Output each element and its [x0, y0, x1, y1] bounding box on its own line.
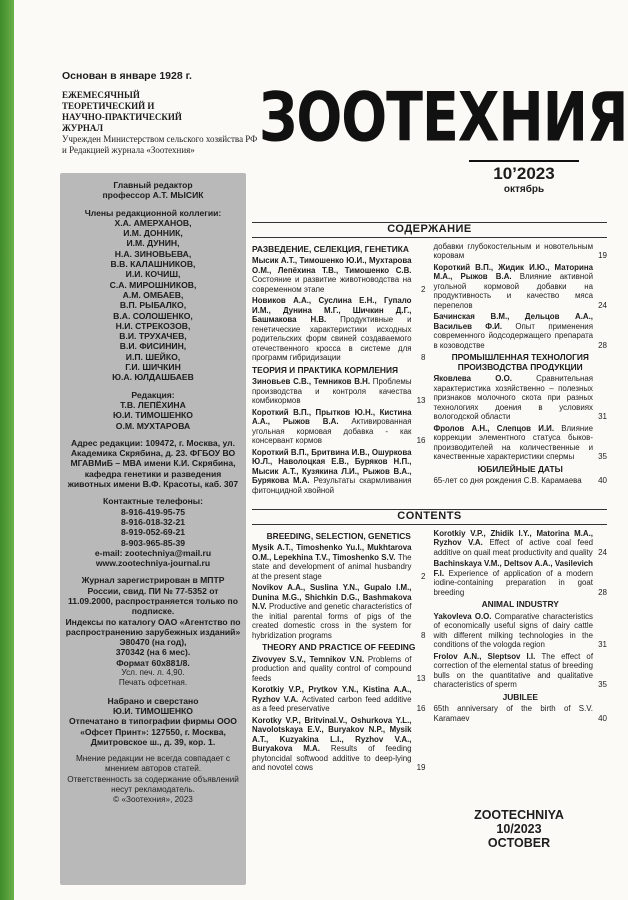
- entry-title: Problems of production and quality control of compound feeds: [252, 654, 412, 683]
- entry-authors: Korotkiy V.P., Prytkov Y.N., Kistina A.A., Ryzhov V.A.: [252, 685, 412, 704]
- journal-masthead: [259, 70, 628, 160]
- board-member: В.В. КАЛАШНИКОВ,: [110, 259, 196, 270]
- entry-authors: Мысик А.Т., Тимошенко Ю.И., Мухтарова О.М., Лепёхина Т.В., Тимошенко С.В.: [252, 256, 412, 275]
- entry-page-number: 8: [421, 630, 426, 640]
- entry-title: The state and development of animal husbandry at the present stage: [252, 552, 412, 581]
- phones-list: [60, 507, 246, 548]
- phone-number: 8-916-419-95-75: [120, 506, 186, 517]
- entry-authors: Фролов А.Н., Слепцов И.И.: [433, 423, 562, 433]
- contents-entry[interactable]: [434, 424, 608, 462]
- editorial-member: Ю.И. ТИМОШЕНКО: [113, 410, 193, 421]
- entry-authors: Frolov A.N., Sleptsov I.I.: [433, 651, 542, 661]
- entry-page-number: 40: [598, 713, 607, 723]
- entry-page-number: 35: [598, 680, 607, 689]
- entry-page-number: 8: [421, 353, 426, 362]
- journal-type-line: НАУЧНО-ПРАКТИЧЕСКИЙ: [62, 112, 182, 122]
- entry-authors: Новиков А.А., Суслина Е.Н., Гупало И.М., Дунина М.Г., Шичкин Д.Г., Башмакова Н.В.: [252, 296, 412, 324]
- contents-entry[interactable]: [434, 263, 608, 311]
- board-member: Х.А. АМЕРХАНОВ,: [114, 217, 192, 228]
- contents-section-heading: ЮБИЛЕЙНЫЕ ДАТЫ: [477, 463, 563, 474]
- contents-entry[interactable]: [434, 312, 608, 350]
- disclaimer: Мнение редакции не всегда совпадает с мнением авторов статей.: [75, 754, 231, 774]
- entry-title: Продуктивные и генетические характеристики исходных родительских форм свиней создаваемого отечественного кросса в системе для программ гибридизации: [252, 315, 412, 362]
- entry-page-number: 13: [416, 673, 426, 683]
- entry-title: Состояние и развитие животноводства на современном этапе: [252, 275, 412, 294]
- board-member: И.И. КОЧИШ,: [125, 269, 181, 280]
- cover-spine-stripe: [0, 0, 14, 900]
- board-member: В.И. ФИСИНИН,: [119, 341, 187, 352]
- contents-entry[interactable]: [252, 256, 426, 294]
- entry-title: Влияние активной угольной кормовой добавки на продуктивность и качество мяса перепелов: [433, 272, 593, 310]
- founded-line: Основан в январе 1928 г.: [62, 70, 192, 82]
- entry-page-number: 28: [598, 340, 607, 350]
- entry-title: Experience of application of a modern iodine-containing preparation in goat breeding: [433, 568, 594, 597]
- contents-column-left: [252, 529, 426, 775]
- entry-title: Effect of active coal feed additive on quail meat productivity and quality: [433, 538, 593, 557]
- contents-entry[interactable]: [434, 529, 608, 558]
- entry-page-number: 24: [598, 547, 607, 557]
- entry-title: The effect of correction of the elemental status of breeding bulls on the quantitative and qualitative characteristics of sperm: [433, 651, 594, 689]
- contents-entry[interactable]: [252, 408, 426, 446]
- contents-entry[interactable]: [434, 704, 608, 723]
- contents-section-heading: ПРОМЫШЛЕННАЯ ТЕХНОЛОГИЯ ПРОИЗВОДСТВА ПРОДУКЦИИ: [451, 352, 589, 372]
- contents-entry[interactable]: [252, 448, 426, 496]
- entry-authors: Novikov A.A., Suslina Y.N., Gupalo I.M., Dunina M.G., Shichkin D.G., Bashmakova N.V.: [252, 583, 412, 611]
- editorial-address: Адрес редакции: 109472, г. Москва, ул. Академика Скрябина, д. 23. ФГБОУ ВО МГАВМиБ – МВА имени К.И. Скрябина, кафедра генетики и разведения животных имени В.Ф. Красоты, каб. 307: [67, 437, 239, 490]
- contents-entry[interactable]: [434, 242, 608, 261]
- entry-page-number: 31: [598, 412, 607, 421]
- phones-title: Контактные телефоны:: [102, 496, 204, 507]
- entry-title: Влияние коррекции элементного статуса быков-производителей на количественные и качественные характеристики спермы: [433, 423, 593, 461]
- board-member: Н.А. ЗИНОВЬЕВА,: [114, 248, 192, 259]
- editorial-member: Т.В. ЛЕПЁХИНА: [120, 399, 186, 410]
- contents-entry[interactable]: [252, 655, 426, 684]
- entry-page-number: 13: [416, 396, 426, 405]
- board-member: В.А. СОЛОШЕНКО,: [113, 310, 193, 321]
- contents-entry[interactable]: [434, 374, 608, 422]
- index-line: 370342 (на 6 мес).: [115, 647, 191, 658]
- contents-entry[interactable]: [252, 685, 426, 714]
- print-type: Печать офсетная.: [118, 678, 188, 688]
- entry-authors: Yakovleva O.O.: [433, 611, 495, 621]
- contents-english: [252, 509, 607, 799]
- entry-authors: Яковлева О.О.: [433, 374, 537, 383]
- entry-authors: Короткий В.П., Прытков Ю.Н., Кистина А.А., Рыжов В.А.: [252, 407, 412, 426]
- chief-editor-title: Главный редактор: [113, 180, 193, 190]
- contents-entry[interactable]: [434, 476, 608, 486]
- issue-block: [469, 160, 579, 195]
- website-link[interactable]: www.zootechniya-journal.ru: [95, 558, 211, 569]
- entry-page-number: 28: [598, 587, 607, 597]
- contents-section-heading: BREEDING, SELECTION, GENETICS: [266, 530, 411, 541]
- entry-page-number: 2: [421, 571, 426, 581]
- printing-house: Отпечатано в типографии фирмы ООО «Офсет Принт»: 127550, г. Москва, Дмитровское ш., д. 39, кор. 1.: [69, 716, 237, 747]
- ad-responsibility: Ответственность за содержание объявлений несут рекламодатель.: [67, 774, 239, 795]
- journal-founders: Учрежден Министерством сельского хозяйства РФ и Редакцией журнала «Зоотехния»: [62, 134, 258, 155]
- entry-authors: Зиновьев С.В., Темников В.Н.: [252, 377, 373, 386]
- contents-entry[interactable]: [252, 583, 426, 640]
- contents-entry[interactable]: [252, 377, 426, 406]
- contents-title: CONTENTS: [252, 509, 607, 525]
- contents-section-heading: РАЗВЕДЕНИЕ, СЕЛЕКЦИЯ, ГЕНЕТИКА: [252, 243, 409, 254]
- entry-title: 65-лет со дня рождения С.В. Карамаева: [433, 476, 582, 485]
- entry-authors: Korotkiy V.P., Zhidik I.Y., Matorina M.A., Ryzhov V.A.: [433, 528, 593, 547]
- journal-name: ЗООТЕХНИЯ: [259, 78, 628, 157]
- contents-entry[interactable]: [434, 612, 608, 650]
- entry-page-number: 35: [598, 452, 607, 461]
- entry-authors: Бачинская В.М., Дельцов А.А., Васильев Ф.И.: [433, 312, 593, 331]
- board-member: Н.И. СТРЕКОЗОВ,: [115, 320, 191, 331]
- editorial-info-panel: [60, 173, 246, 885]
- board-member: И.П. ШЕЙКО,: [125, 351, 181, 362]
- board-member: Г.И. ШИЧКИН: [125, 362, 181, 373]
- footer-month: OCTOBER: [487, 836, 551, 850]
- contents-title: СОДЕРЖАНИЕ: [252, 222, 607, 238]
- entry-title: Comparative characteristics of economically useful signs of dairy cattle with different milking technologies in the conditions of the vologda region: [433, 611, 593, 649]
- contents-entry[interactable]: [434, 559, 608, 597]
- journal-type-line: ЕЖЕМЕСЯЧНЫЙ: [62, 90, 140, 100]
- footer-issue-number: 10/2023: [496, 822, 542, 836]
- entry-page-number: 16: [416, 436, 426, 445]
- board-member: И.М. ДУНИН,: [126, 238, 180, 249]
- journal-description: [62, 90, 262, 156]
- contents-section-heading: ТЕОРИЯ И ПРАКТИКА КОРМЛЕНИЯ: [252, 364, 399, 375]
- contents-section-heading: JUBILEE: [502, 691, 538, 702]
- board-member: Ю.А. ЮЛДАШБАЕВ: [112, 372, 194, 383]
- chief-editor-name: профессор А.Т. МЫСИК: [102, 190, 204, 201]
- contents-russian: [252, 222, 607, 514]
- board-member: В.И. ТРУХАЧЕВ,: [119, 331, 187, 342]
- editorial-title: Редакция:: [131, 389, 175, 400]
- entry-authors: Короткий В.П., Бритвина И.В., Ошуркова Ю.Л., Наволоцкая Е.В., Буряков Н.П., Мысик А.Т., Кузякина Л.И., Рыжов В.А., Бурякова М.А.: [252, 447, 412, 485]
- contents-entry[interactable]: [252, 296, 426, 363]
- entry-page-number: 31: [598, 640, 607, 649]
- entry-title: Опыт применения современного йодсодержащего препарата в козоводстве: [433, 321, 593, 350]
- entry-page-number: 19: [416, 763, 426, 772]
- catalog-info: Индексы по каталогу ОАО «Агентство по распространению зарубежных изданий»: [65, 616, 241, 637]
- entry-title: Сравнительная характеристика хозяйственно – полезных признаков молочного скота при разных технологиях доения в условиях вологодской области: [433, 374, 593, 421]
- board-title: Члены редакционной коллегии:: [84, 207, 222, 218]
- entry-title: 65th anniversary of the birth of S.V. Karamaev: [433, 704, 593, 723]
- entry-title: Activated carbon feed additive as a feed preservative: [252, 694, 412, 713]
- entry-authors: Korotky V.P., Britvinal.V., Oshurkova Y.L., Navolotskaya E.V., Buryakov N.P., Mysik A.T., Kuzyakina L.I., Ryzhov V.A., Buryakova M.A.: [252, 715, 412, 753]
- board-list: [60, 218, 246, 383]
- board-member: С.А. МИРОШНИКОВ,: [109, 279, 197, 290]
- contents-entry[interactable]: [252, 543, 426, 581]
- board-member: И.М. ДОННИК,: [123, 228, 183, 239]
- contents-column-left: [252, 242, 426, 498]
- entry-page-number: 19: [598, 251, 607, 260]
- contents-entry[interactable]: [434, 652, 608, 690]
- footer-issue: [444, 808, 594, 850]
- contents-entry[interactable]: [252, 716, 426, 773]
- editorial-member: О.М. МУХТАРОВА: [115, 420, 191, 431]
- email-link[interactable]: e-mail: zootechniya@mail.ru: [94, 547, 212, 558]
- issue-month: октябрь: [503, 184, 545, 195]
- issue-number: 10’2023: [469, 160, 579, 184]
- typeset-title: Набрано и сверстано: [107, 695, 199, 706]
- entry-page-number: 24: [598, 300, 607, 310]
- editorial-list: [60, 400, 246, 431]
- contents-column-right: [434, 529, 608, 775]
- format-line: Формат 60x881/8.: [116, 657, 190, 668]
- copyright: © «Зоотехния», 2023: [113, 795, 193, 805]
- entry-authors: Mysik A.T., Timoshenko Yu.I., Mukhtarova O.M., Lepekhina T.V., Timoshenko S.V.: [252, 543, 412, 562]
- typeset-name: Ю.И. ТИМОШЕНКО: [113, 705, 193, 716]
- journal-type-line: ЖУРНАЛ: [62, 123, 104, 133]
- journal-type-line: ТЕОРЕТИЧЕСКИЙ И: [62, 101, 155, 111]
- contents-section-heading: ANIMAL INDUSTRY: [481, 599, 559, 609]
- entry-authors: Короткий В.П., Жидик И.Ю., Маторина М.А., Рыжов В.А.: [433, 262, 593, 281]
- entry-page-number: 40: [598, 476, 607, 485]
- entry-title: Активированная угольная кормовая добавка - как консервант кормов: [252, 417, 412, 445]
- entry-authors: Zivovyev S.V., Temnikov V.N.: [252, 654, 368, 664]
- journal-page: [14, 0, 628, 900]
- entry-title: добавки глубокостельным и новотельным коровам: [433, 241, 593, 260]
- board-member: В.П. РЫБАЛКО,: [119, 300, 187, 311]
- board-member: А.М. ОМБАЕВ,: [122, 289, 184, 300]
- phone-number: 8-903-965-85-39: [120, 537, 186, 548]
- entry-title: Результаты скармливания фитонцидной хвойной: [252, 476, 412, 495]
- entry-page-number: 2: [421, 284, 426, 294]
- footer-journal-name: ZOOTECHNIYA: [474, 808, 564, 822]
- entry-title: Проблемы производства и контроля качества комбикормов: [252, 377, 412, 405]
- registration-info: Журнал зарегистрирован в МПТР России, свид. ПИ № 77-5352 от 11.09.2000, распространяется только по подписке.: [68, 575, 238, 617]
- entry-authors: Bachinskaya V.M., Deltsov A.A., Vasilevich F.I.: [433, 559, 593, 578]
- phone-number: 8-916-018-32-21: [120, 516, 186, 527]
- contents-section-heading: THEORY AND PRACTICE OF FEEDING: [262, 642, 416, 652]
- index-line: Э80470 (на год),: [119, 637, 187, 648]
- contents-column-right: [434, 242, 608, 498]
- print-sheets: Усл. печ. л. 4,90.: [121, 668, 185, 678]
- entry-title: Results of feeding phytoncidal softwood additive to deep-lying and novotel cows: [252, 744, 412, 772]
- entry-page-number: 16: [416, 704, 426, 713]
- phone-number: 8-919-052-69-21: [120, 527, 186, 538]
- entry-title: Productive and genetic characteristics of the initial parental forms of pigs of the created domestic cross in the system for hybridization programs: [252, 602, 412, 640]
